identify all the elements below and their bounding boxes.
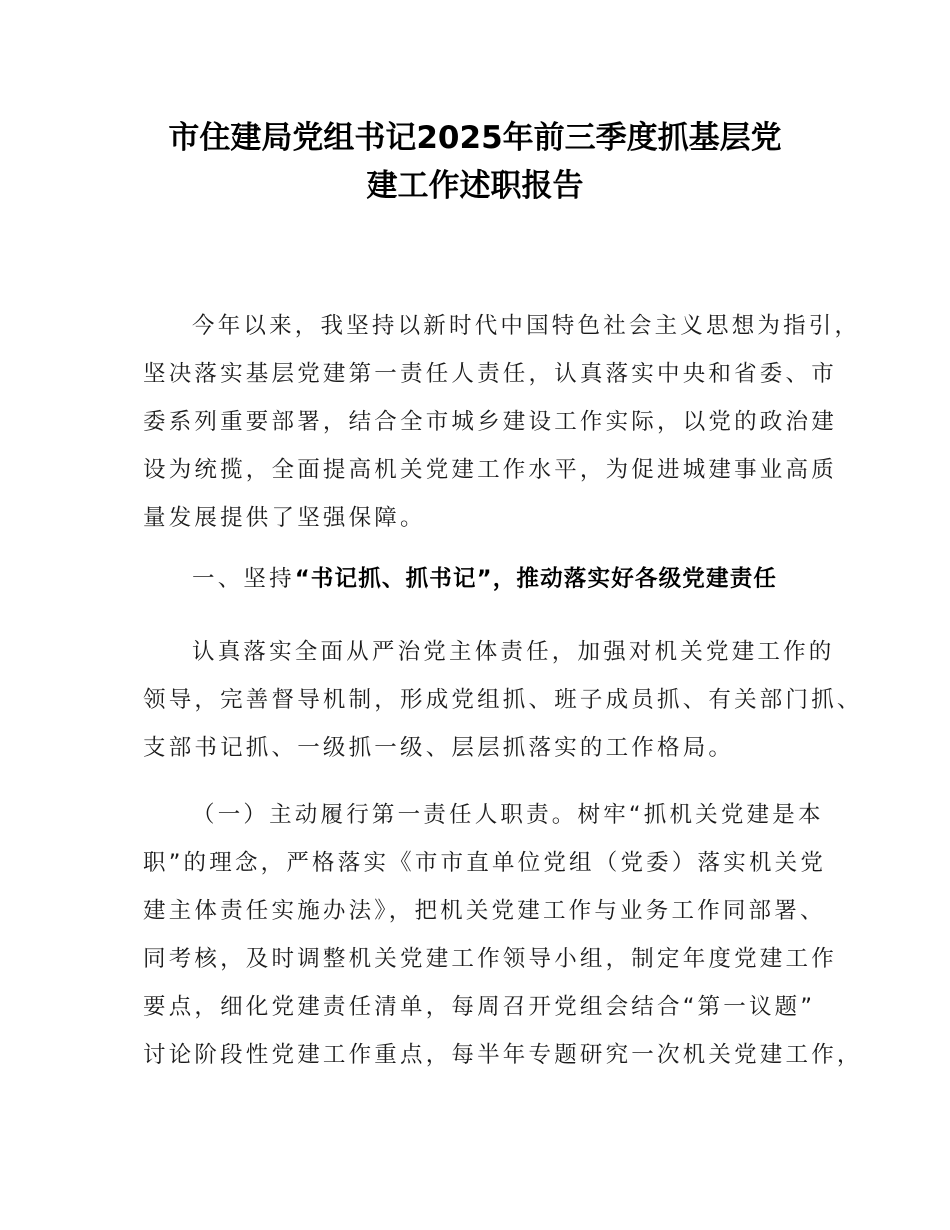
paragraph-2-line-3: 支部书记抓、一级抓一级、层层抓落实的工作格局。: [143, 735, 735, 761]
section-heading-title: “书记抓、抓书记”，推动落实好各级党建责任: [294, 566, 778, 592]
paragraph-3-line-3: 建主体责任实施办法》，把机关党建工作与业务工作同部署、: [143, 898, 826, 924]
document-title-line-2: 建工作述职报告: [366, 168, 584, 204]
document-title-line-1: 市住建局党组书记2025年前三季度抓基层党: [168, 120, 782, 156]
paragraph-1-line-2: 坚决落实基层党建第一责任人责任，认真落实中央和省委、市: [143, 361, 837, 387]
paragraph-1-line-4: 设为统揽，全面提高机关党建工作水平，为促进城建事业高质: [143, 457, 837, 483]
paragraph-3-line-5: 要点，细化党建责任清单，每周召开党组会结合“第一议题”: [143, 994, 816, 1020]
paragraph-2-line-1: 认真落实全面从严治党主体责任，加强对机关党建工作的: [192, 639, 835, 665]
paragraph-1-line-3: 委系列重要部署，结合全市城乡建设工作实际，以党的政治建: [143, 409, 837, 435]
paragraph-1-line-5: 量发展提供了坚强保障。: [143, 505, 426, 531]
section-heading-1: [192, 564, 872, 594]
paragraph-2-line-2: 领导，完善督导机制，形成党组抓、班子成员抓、有关部门抓、: [143, 687, 863, 713]
paragraph-3-line-2: 职”的理念，严格落实《市市直单位党组（党委）落实机关党: [143, 850, 827, 876]
paragraph-3-line-6: 讨论阶段性党建工作重点，每半年专题研究一次机关党建工作，: [143, 1042, 863, 1068]
paragraph-3-line-1: （一）主动履行第一责任人职责。树牢“抓机关党建是本: [192, 802, 824, 828]
section-heading-prefix: 一、坚持: [192, 566, 295, 592]
paragraph-3-line-4: 同考核，及时调整机关党建工作领导小组，制定年度党建工作: [143, 946, 837, 972]
paragraph-1-line-1: 今年以来，我坚持以新时代中国特色社会主义思想为指引，: [192, 313, 861, 339]
